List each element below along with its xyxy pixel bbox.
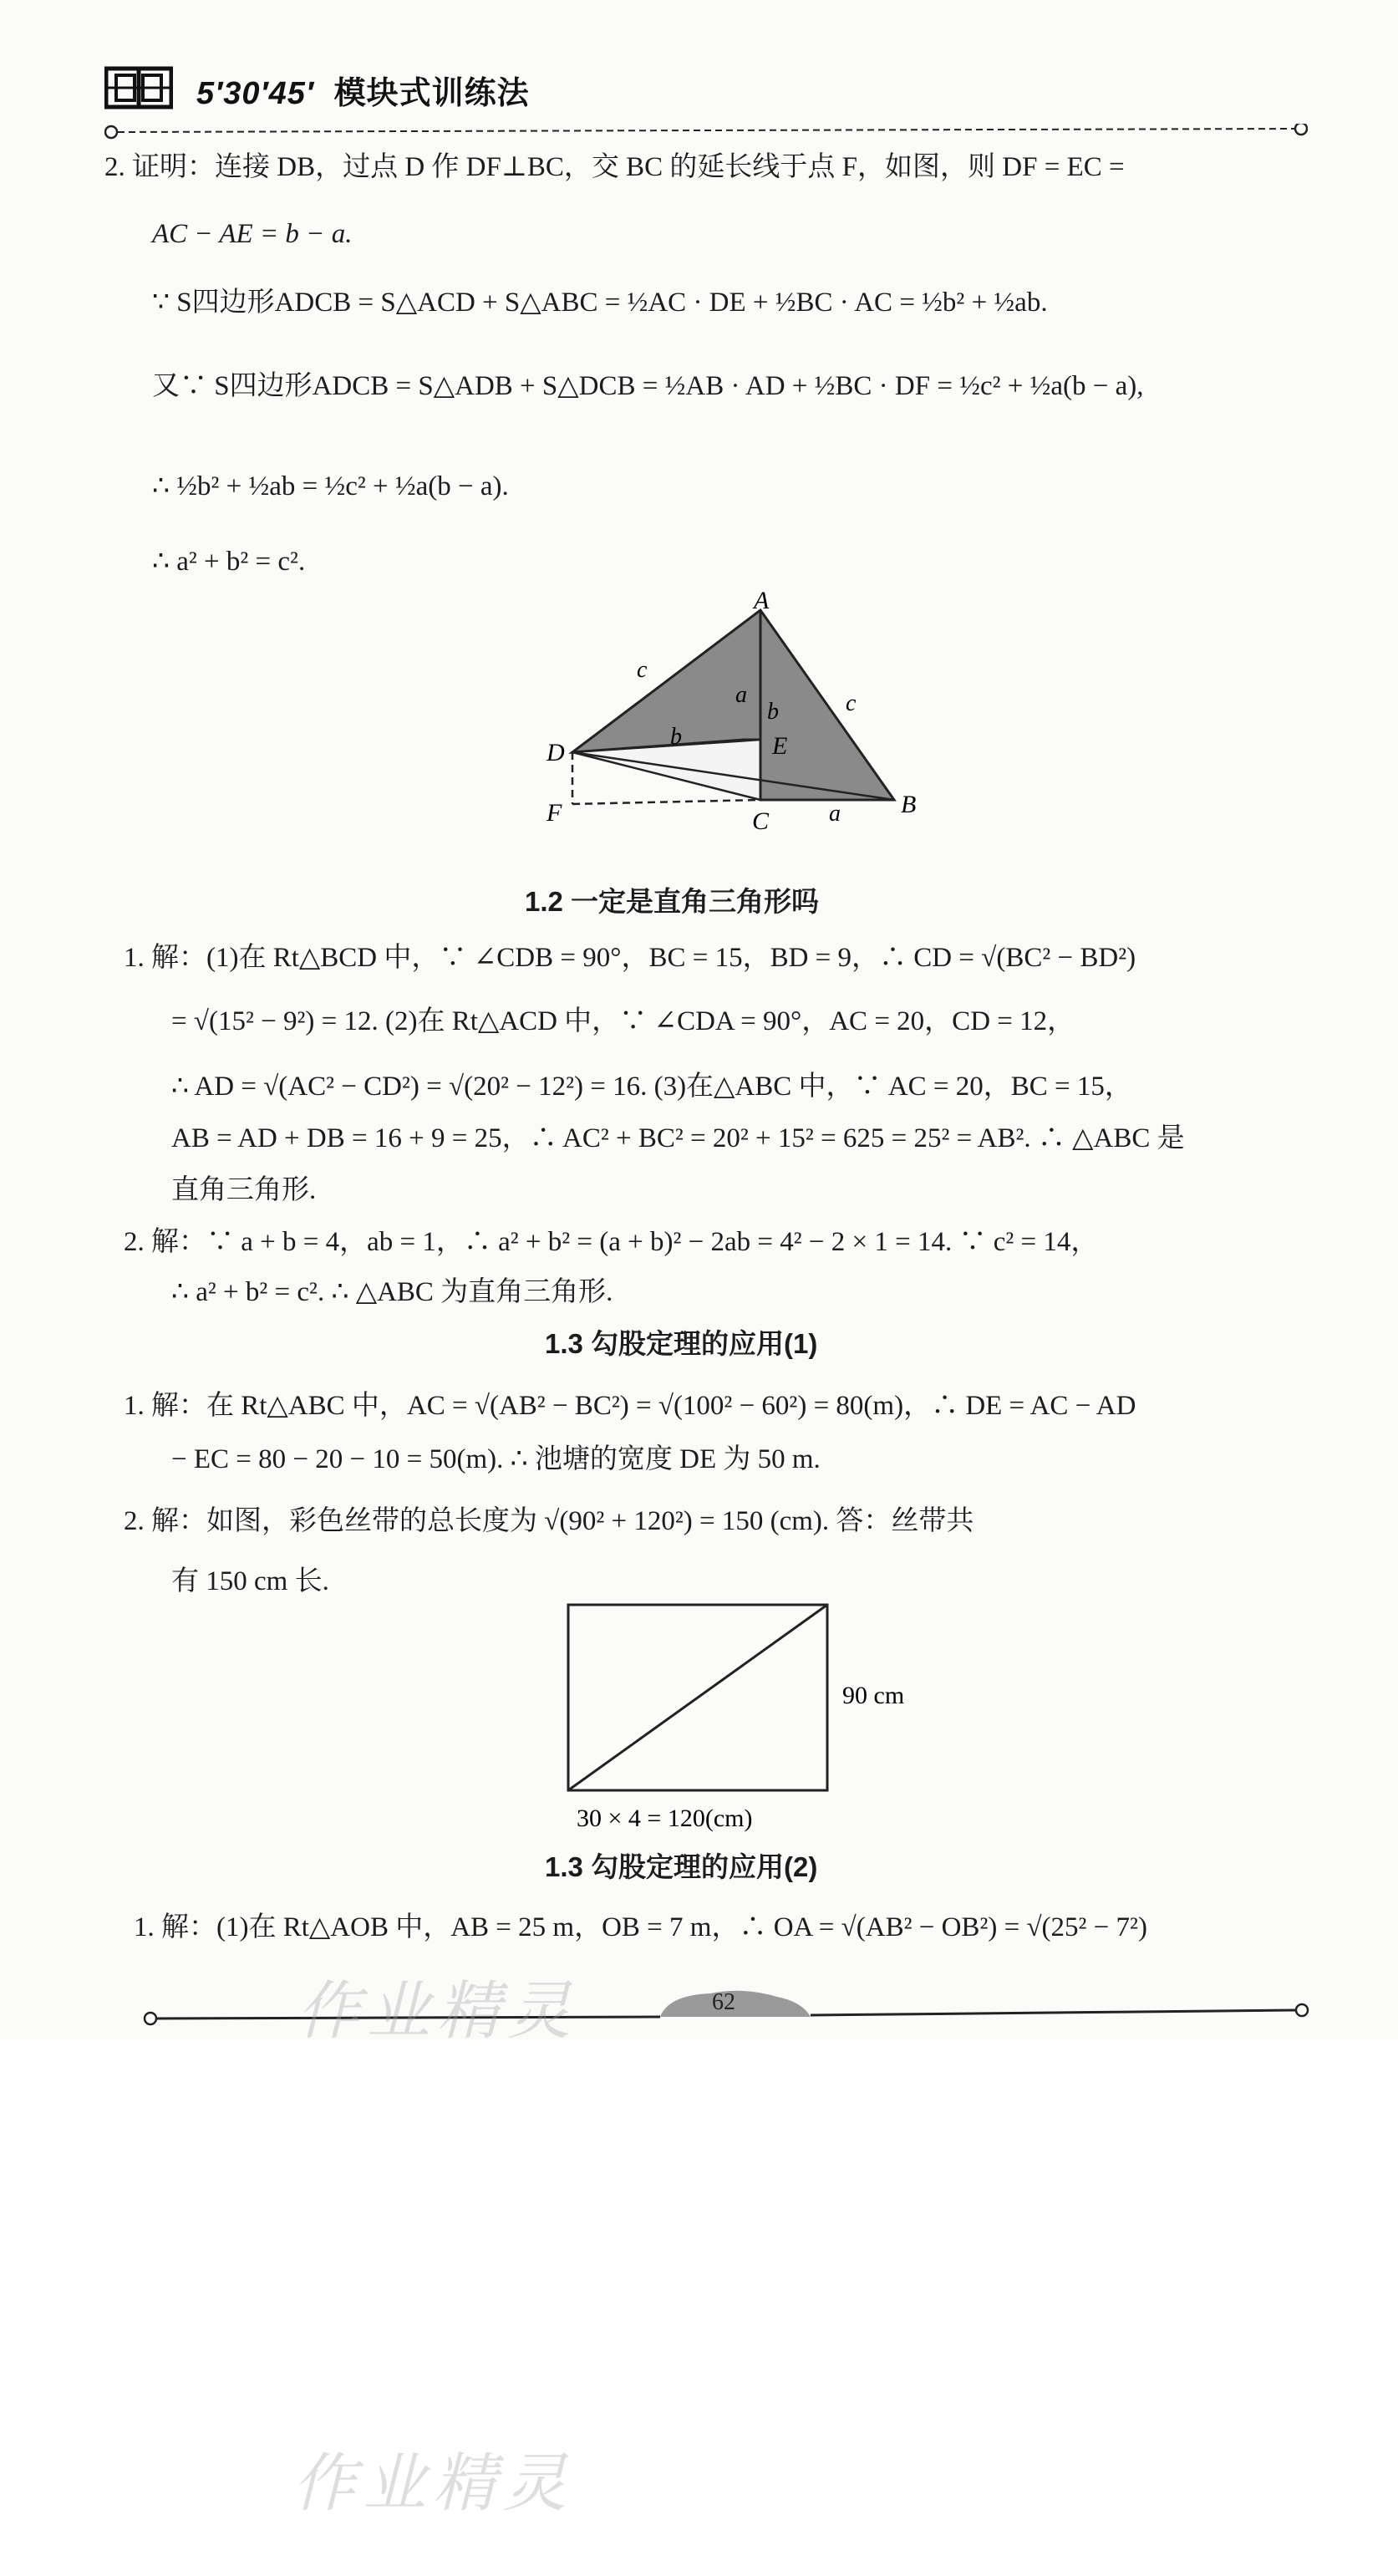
s12-q2-line-1: 2. 解：∵ a + b = 4，ab = 1，∴ a² + b² = (a + b)² − 2ab = 4² − 2 × 1 = 14. ∵ c² = 14， <box>124 1227 1099 1257</box>
side-b-mid: b <box>767 699 779 725</box>
side-b-left: b <box>670 724 682 750</box>
section-title-1-3-2: 1.3 勾股定理的应用(2) <box>545 1851 818 1882</box>
label-F: F <box>546 799 562 827</box>
side-c-right: c <box>846 690 857 716</box>
label-A: A <box>754 587 770 614</box>
label-B: B <box>901 791 917 818</box>
proof-line-5: ∴ ½b² + ½ab = ½c² + ½a(b − a). <box>152 471 509 501</box>
watermark-footer: 作业精灵 <box>297 1973 577 2048</box>
proof-line-1: 2. 证明：连接 DB，过点 D 作 DF⊥BC，交 BC 的延长线于点 F，如图，则 DF = EC = <box>104 152 1125 182</box>
triangle-figure <box>535 585 919 844</box>
section-title-1-3-1: 1.3 勾股定理的应用(1) <box>545 1328 818 1359</box>
s12-q2-line-2: ∴ a² + b² = c². ∴ △ABC 为直角三角形. <box>171 1277 613 1307</box>
s131-q2-line-2: 有 150 cm 长. <box>171 1566 329 1596</box>
book-title: 模块式训练法 <box>333 76 530 111</box>
section-title-1-2: 1.2 一定是直角三角形吗 <box>525 886 820 917</box>
s131-q2-line-1: 2. 解：如图，彩色丝带的总长度为 √(90² + 120²) = 150 (cm). 答：丝带共 <box>124 1506 974 1536</box>
label-E: E <box>772 732 788 760</box>
s132-q1-line-1: 1. 解：(1)在 Rt△AOB 中，AB = 25 m，OB = 7 m，∴ OA = √(AB² − OB²) = √(25² − 7²) <box>134 1912 1147 1942</box>
label-D: D <box>546 739 565 766</box>
side-a-mid: a <box>735 682 747 708</box>
side-c-left: c <box>637 657 648 683</box>
series-name: 5′30′45′ <box>196 76 314 111</box>
s12-q1-line-3: ∴ AD = √(AC² − CD²) = √(20² − 12²) = 16. (3)在△ABC 中，∵ AC = 20，BC = 15， <box>171 1072 1132 1102</box>
ribbon-rectangle-figure <box>552 1588 953 1847</box>
s12-q1-line-4: AB = AD + DB = 16 + 9 = 25，∴ AC² + BC² = 20² + 15² = 625 = 25² = AB². ∴ △ABC 是 <box>171 1123 1185 1153</box>
height-label: 90 cm <box>842 1682 905 1709</box>
proof-line-2: AC − AE = b − a. <box>152 219 353 249</box>
label-C: C <box>752 807 770 835</box>
s131-q1-line-2: − EC = 80 − 20 − 10 = 50(m). ∴ 池塘的宽度 DE 为 50 m. <box>171 1444 821 1474</box>
page-header <box>104 59 1308 117</box>
page-number: 62 <box>712 1989 735 2015</box>
s12-q1-line-5: 直角三角形. <box>171 1175 317 1205</box>
width-label: 30 × 4 = 120(cm) <box>577 1805 753 1832</box>
header-title <box>196 67 530 113</box>
watermark-bottom: 作业精灵 <box>292 2446 573 2520</box>
s131-q1-line-1: 1. 解：在 Rt△ABC 中，AC = √(AB² − BC²) = √(100² − 60²) = 80(m)，∴ DE = AC − AD <box>124 1391 1136 1421</box>
side-a-bottom: a <box>829 801 841 827</box>
header-divider <box>104 124 1308 140</box>
proof-line-6: ∴ a² + b² = c². <box>152 547 306 577</box>
book-logo-icon <box>104 65 173 110</box>
proof-line-4: 又∵ S四边形ADCB = S△ADB + S△DCB = ½AB · AD + ½BC · DF = ½c² + ½a(b − a), <box>152 371 1144 401</box>
s12-q1-line-1: 1. 解：(1)在 Rt△BCD 中，∵ ∠CDB = 90°，BC = 15，BD = 9，∴ CD = √(BC² − BD²) <box>124 943 1136 973</box>
s12-q1-line-2: = √(15² − 9²) = 12. (2)在 Rt△ACD 中，∵ ∠CDA = 90°，AC = 20，CD = 12， <box>171 1006 1075 1036</box>
proof-line-3: ∵ S四边形ADCB = S△ACD + S△ABC = ½AC · DE + ½BC · AC = ½b² + ½ab. <box>152 288 1048 318</box>
